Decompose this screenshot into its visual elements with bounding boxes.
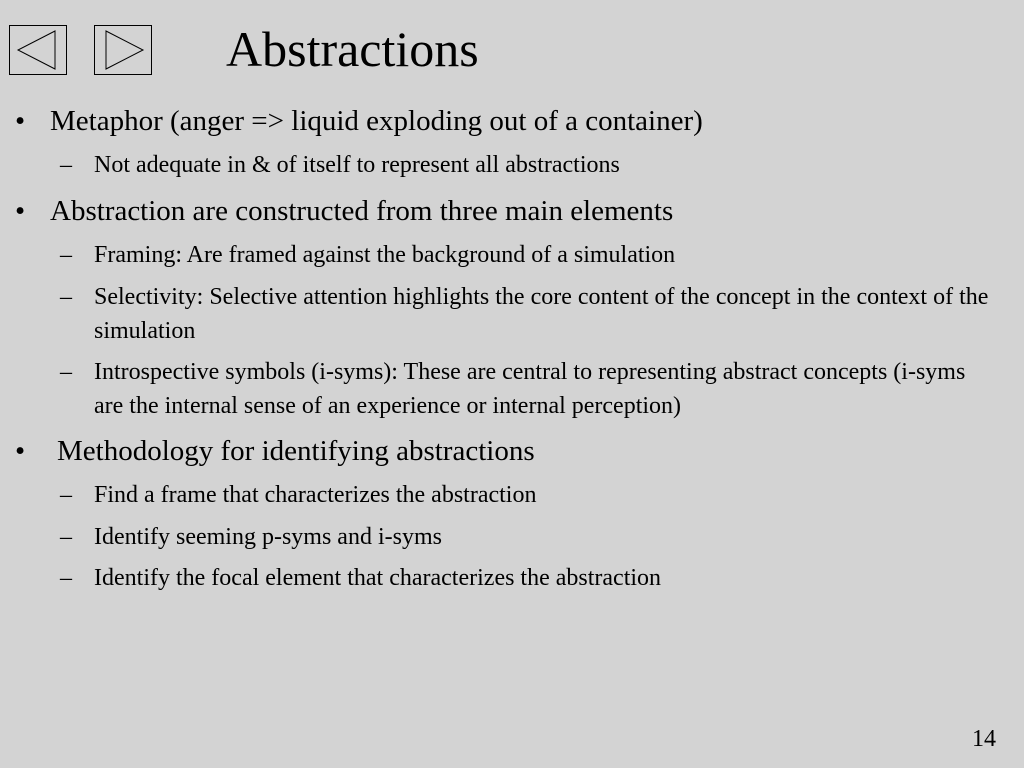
previous-slide-button[interactable]	[9, 25, 67, 75]
slide-title: Abstractions	[226, 21, 479, 77]
sub-bullet-text: Not adequate in & of itself to represent all abstractions	[94, 152, 620, 178]
dash-marker: –	[60, 242, 72, 268]
dash-marker: –	[60, 524, 72, 550]
triangle-left-icon	[10, 26, 66, 74]
bullet-text: Abstraction are constructed from three main elements	[50, 195, 674, 227]
bullet-text: Metaphor (anger => liquid exploding out of a container)	[50, 105, 703, 137]
dash-marker: –	[60, 359, 72, 385]
sub-bullet-text: Framing: Are framed against the background of a simulation	[94, 242, 676, 268]
sub-bullet-text: Selectivity: Selective attention highlights the core content of the concept in the context of the simulation	[94, 284, 989, 344]
dash-marker: –	[60, 565, 72, 591]
triangle-right-icon	[95, 26, 151, 74]
sub-bullet-text: Identify seeming p-syms and i-syms	[94, 524, 442, 550]
dash-marker: –	[60, 152, 72, 178]
sub-bullet-text: Introspective symbols (i-syms): These are central to representing abstract concepts (i-syms are the internal sense of an experience or internal perception)	[94, 359, 966, 419]
bullet-marker: •	[15, 435, 26, 467]
bullet-marker: •	[15, 195, 26, 227]
bullet-text: Methodology for identifying abstractions	[57, 435, 535, 467]
dash-marker: –	[60, 284, 72, 310]
sub-bullet-text: Find a frame that characterizes the abstraction	[94, 482, 537, 508]
next-slide-button[interactable]	[94, 25, 152, 75]
sub-bullet-text: Identify the focal element that characterizes the abstraction	[94, 565, 662, 591]
dash-marker: –	[60, 482, 72, 508]
bullet-marker: •	[15, 105, 26, 137]
page-number: 14	[972, 726, 996, 752]
